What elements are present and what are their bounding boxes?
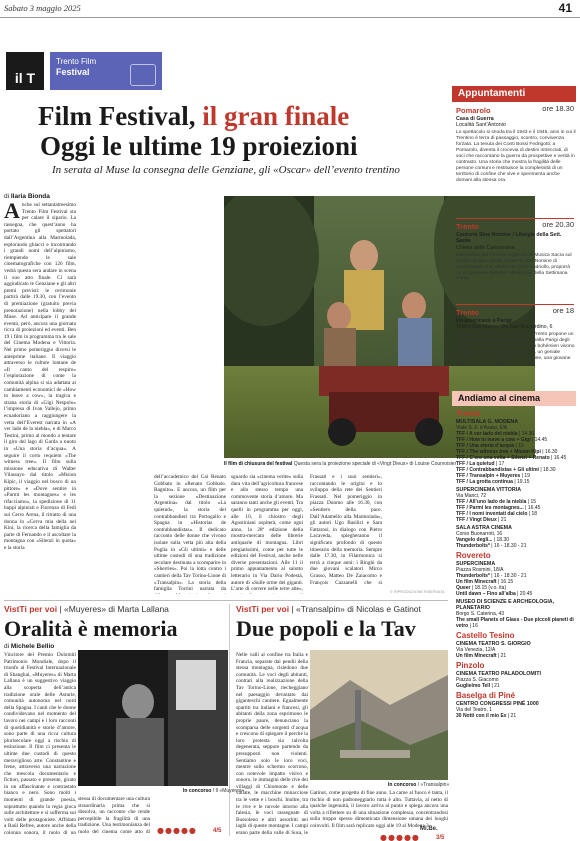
film-title: TFF / All’uno lado de la niebla — [456, 499, 527, 505]
review-right-kicker — [236, 604, 421, 614]
event-place: Pomarolo — [456, 106, 491, 115]
review-right-column-1: Nelle valli al confine tra Italia e Francia, separate dai pendii della stessa montagna, risiedono due comunità. Le voci degli abitanti, contrari alla realizzazione della Tav Torino-Lione, riecheggiano nel paesaggio devastato dai giganteschi cantiere. Egualmente spartiti tra italiani e francesi, gli abitanti della zona esprimono le proprie paure, denunciano la scomparsa delle sorgenti d’acqua e crescono di spiegare il perché la loro protesta sia talvolta degenerata, seppure partendo da presupposti non violenti. Sentiamo solo le loro voci, mentre sullo schermo scorrono, con notevole impatto visivo e sonoro, le immagini delle rive dei villaggi di Chiomonte e delle vallate, le macchine minacciose tra le vette e i boschi. Inoltre, tra le rive e le nuvole intorno alla falesia, le voci rassegnate di Bussoleno e altri assorbiti nei laghi di queste montagne. I campi erano parte della valle di Susa, le — [236, 652, 308, 837]
film-time: | 16.30 — [540, 449, 558, 455]
review-left-column-1: Vincitore del Premio Dolomiti Patrimonio Mondiale, dopo il trionfo al Festival Internazionale di Shanghai, «Muyeres» di Marta Lallana è un suggestivo viaggio alla scoperta dell’antica tradizione orale delle Asturie, comunità autonoma nel nord della Spagna. I canti che le donne condividevano nel momento del lavoro nei campi e i loro racconti di quotidianità e storie d’amore, sono parte di una ricca cultura plurisecolare oggi a rischio di estinzione. Il film ci presenta le ultime due custodi di questo meraviglioso arte. Constantine e Irene, attraverso una narrazione che mescola documentario e fiction, passato e presente, girato in un affascinante e contrastato bianco e nero. Sono molti i momenti di grande poesia, soprattutto quando la regia gioca sulle architetture e si sofferma sui volti delle protagoniste. Affidato a Raúl Refree, autore anche della colonna sonora, il ruolo di un — [4, 652, 76, 837]
film-time: | 15 — [514, 443, 524, 449]
film-title: TFF / Una storia d’acqua — [456, 443, 515, 449]
review-right-caption-label: In concorso — [388, 782, 417, 788]
film-title: 30 Notti con il mio Ex — [456, 713, 507, 719]
film-title: Thunderbolts* — [456, 573, 490, 579]
cinema-address: Corso Buonarroti, 16 — [456, 531, 503, 537]
review-right-kicker-film: | «Transalpin» di Nicolas e Gatinot — [289, 604, 421, 614]
event-trento-americano — [456, 308, 576, 388]
event-description: La Fondazione Haydn di Bolzano e Trento propone un concerto interattivo, ovvero un tuffo nella Parigi degli anni 20. Lì, in un affascinante mondo bohémien vivono tre giovani artisti: un pittore di strada, un geniale musicista e un cantante di teatro. Infine, una giovane francese che tutti vorrebbero per sé. — [456, 332, 575, 367]
film-time: | 21 — [506, 713, 517, 719]
review-right-column-2: Gatinot, come progetto di fine anno. La carne al fuoco è tanta, il rischio di non padroneggiarlo tutta è alto. Tuttavia, al netto di qualche ingenuità, il lavoro arriva al punto e spiega ancora una volta a riflettere su di una situazione complessa, concentrandosi sulla troppo spesso dimenticata dimensione umana dei luoghi coinvolti. Il film sarà replicato oggi alle 19 al Modena 3. — [310, 790, 448, 828]
cinema-film — [456, 543, 576, 549]
film-time: | 19.15 — [512, 479, 530, 485]
cinema-film — [456, 683, 576, 689]
newspaper-logo: il T — [6, 52, 44, 90]
page-header — [0, 0, 580, 18]
article-column-2: dell’accademico del Cai Renato Gobbato in «Renato Gobbato. Ragnito». E ancora, un film per la sezione «Destinazione Argentina» dal titolo «La quietud», la storia del contrabbandieri tra Portogallo e Spagna in «Historias de contrabbandistas». Il dedicato racconto delle donne che vivono isolate sulla vetta più alta della Puglia in «Gli ultimi» e delle ultime custodi di una tradizione secolare destinata a scomparire in «Sherries». Poi la lotta contro i cantieri della Tav Torino-Lione di «Transalpin». La storia della famiglia Torrini narrata da — [154, 474, 226, 593]
article-subhead: In serata al Muse la consegna delle Genziane, gli «Oscar» dell’evento trentino — [52, 164, 400, 176]
event-title: Un americano a Parigi — [456, 318, 512, 324]
cinema-entry — [456, 599, 576, 629]
event-description: Lo spettacolo si snoda tra il 1943 e il 1945, anni in cui il Trentino è terra di passaggio, scontro, convivenza forzata. La tenuta dei Conti Bossi Fedrigotti, a Pomarolo, diventa il crocevia di destini intrecciati, di voci che raccontano la guerra da prospettive e verità in contrasto. Una storia che mostra la fragilità delle persone comuni e restituisce la complessità di un territorio di confine che vive e sperimenta anche domani alla stessa ora. — [456, 130, 576, 183]
film-title: TFF / Parmi les montagnes... — [456, 505, 524, 511]
review-left-kicker — [4, 604, 169, 614]
event-title: Casa di Guerra — [456, 116, 494, 122]
film-time: | 16 - 18.30 - 21 — [489, 573, 527, 579]
cinema-film — [456, 517, 576, 523]
review-left-headline: Oralità è memoria — [4, 616, 178, 641]
film-title: TFF / Contrabbandistas + Gli ultimi — [456, 467, 539, 473]
cinema-entry — [456, 409, 576, 485]
cinema-address: Piazza S. Giacomo — [456, 677, 499, 683]
review-left-byline-prefix: di — [4, 643, 11, 650]
main-photo-caption — [224, 461, 456, 467]
review-left-rating-dots: ●●●●● — [157, 826, 197, 835]
review-left-score: 4/5 — [213, 828, 222, 834]
film-time: | 14.45 — [530, 437, 548, 443]
review-left-byline — [4, 643, 54, 650]
cinema-entry — [456, 551, 576, 597]
cinema-address: Piazza Rosmini, 18/A — [456, 567, 504, 573]
event-location: Teatro San Marco, Via San Bernardino, 6 — [456, 324, 553, 331]
film-time: | 21 — [496, 517, 507, 523]
cinema-film — [456, 479, 576, 485]
film-title: Until dawn – Fino all’alba — [456, 591, 516, 597]
headline-black: Film Festival, — [38, 101, 203, 131]
review-right-kicker-label: VistTi per voi — [236, 604, 290, 614]
article-col1-text: nche sul settantatreesimo Trento Film Festival sta per calare il sipario. La rassegna, che quest’anno ha portato gli spettatori dall’Argentina alla Marmolada, esplorando ghiacci e incontrando i grandi nomi dell’alpinismo, riempiendo le sale cinematografiche con 126 film, vedrà questa sera andare in scena il suo atto finale. Ci sarà aggiudicato le Genziane e gli altri premi previsti: le cerimonie partirà dalle 19.30, con l’evento di premiazione (gratuito previa prenotazione) nella lobby del Muse. Ad anticipare il grande evento, però, ancora una giornata ricca di proiezioni ed eventi. Ben 19 i film in programma tra le sale del Cinema Modena e Vittoria. Nel primo pomeriggio diversi le anteprime italiane. Il viaggio attraverso le culture lontane de «Il canto del respiro» l’esplorazione di come la comunità alpina si sia adattata ai cambiamenti economici de «How to leave a cow», la tragica e strana storia di «Gigi Nespolo» l’impresa di Ivan Vallejo, primo ecuadoriano a raggiungere la vetta dell’Everest narrata in «A ver lado de la niebla», e di Marco Testini, primo al mondo a tentare il giro del lago di Garda a nuoto in «Una storia d’acqua». A seguire il corto requiem «The witness tree». Il film sulla missione educativa di Walter Vilassayo dal titolo «Mision Kipic, il viaggio nel bosco di un pittore» e «Dove sentire in «Parmi les montagnes» e les rifacciamo», la spedizione di 11 huppi alpinisti e Fiorenzo di Fedi sul Cerro Arena, il ritratto di una donna in «Cerva mia della nei Kini, la ricerca della famiglia da parte di Fernando e il ascoltare la montagna con «Silenzi in quota» e la storia — [4, 202, 76, 551]
film-title: TFF / The witness tree + Mision Kipi — [456, 449, 541, 455]
film-time: | 15 — [526, 499, 537, 505]
cinema-venue: CINEMA TEATRO S. GIORGIO — [456, 641, 531, 647]
cinema-entry — [456, 487, 576, 523]
article-column-3: sguardo sia «cinema verite» sulla dura vita dell’agricoltura francese e allo stesso tempo una commovente storia d’amore. Ma saranno tanti anche gli eventi. Tra quelli in programma per oggi, alle 10, il chiostro degli Agostiniani ospiterà, come ogni anno, la 28ª edizione della mostra-mercato delle librerie antiquarie di montagna. Libri pregiatissimi, come per tutte le edizioni del Festival, anche nelle diverse presentazioni. Alle 11 il primo appuntamento al salotto letterario in Via Dario Podestà, autore di «Sulle orme dei giganti. L’arte di correre nelle terre alte», — [231, 474, 303, 593]
banner-line-1: Trento Film — [56, 57, 97, 66]
film-time: | 16.45 — [523, 505, 541, 511]
cinema-venue: CINEMA TEATRO PALADOLOMITI — [456, 671, 541, 677]
article-column-1 — [4, 202, 76, 590]
film-title: Thunderbolts* — [456, 543, 490, 549]
festival-emblem-icon — [130, 64, 156, 86]
cinema-film — [456, 617, 576, 629]
review-left-column-2: stessa di documentare una cultura straordinaria prima che si dissolva, un racconto che rende percepibile la fragilità di una tradizione. Una testimonianza del ruolo del cinema come atto di — [78, 796, 150, 835]
film-title: Un film Minecraft — [456, 653, 497, 659]
event-pomarolo — [456, 106, 576, 214]
column-divider — [229, 604, 230, 836]
film-time: | 17 — [494, 461, 505, 467]
cinema-film — [456, 591, 576, 597]
film-title: Un film Minecraft — [456, 579, 497, 585]
event-trento-cantoria — [456, 222, 576, 300]
drop-cap: A — [4, 202, 20, 223]
film-time: | 18.30 — [538, 467, 556, 473]
event-title: Cantoria Sine Nomine / Liturgie della Sett. Santa — [456, 232, 562, 245]
film-title: TFF / La grotta continua — [456, 479, 513, 485]
film-title: The small Planets of Glass - Due piccoli pianeti di vetro — [456, 617, 574, 629]
film-title: Guglielmo Tell — [456, 683, 491, 689]
event-location: Chiesa delle Canossiane — [456, 244, 515, 251]
article-column-1b — [79, 202, 151, 590]
transalpin-still-image — [310, 650, 448, 780]
review-right-signature: Mi.Be. — [420, 826, 438, 832]
cinema-city: Rovereto — [456, 551, 491, 560]
film-time: | 16.45 — [549, 455, 567, 461]
cinema-venue: MULTISALA G. MODENA — [456, 419, 519, 425]
cinema-film — [456, 653, 576, 659]
event-time: ore 18 — [552, 308, 574, 315]
film-time: | 16.15 — [496, 579, 514, 585]
event-time: ore 18.30 — [542, 106, 574, 113]
review-left-caption — [183, 788, 244, 794]
article-headline-2: Oggi le ultime 19 proiezioni — [40, 131, 358, 161]
muyeres-still-image — [78, 650, 228, 786]
cinema-city: Castello Tesino — [456, 631, 515, 640]
film-title: TFF / A ver lado del niebla — [456, 431, 518, 437]
cinema-address: Via del Teatro, 1 — [456, 707, 492, 713]
sidebar-divider — [456, 218, 574, 219]
review-left-caption-label: In concorso — [183, 788, 212, 794]
cinema-city: Trento — [456, 409, 481, 418]
article-byline — [4, 193, 50, 200]
festival-banner — [50, 52, 162, 90]
review-left-photo — [78, 650, 228, 786]
sidebar-divider — [456, 304, 574, 305]
film-title: Vangelo degli... — [456, 537, 493, 543]
cinema-city: Baselga di Piné — [456, 691, 516, 700]
film-title: TFF / Vingt Dieux — [456, 517, 497, 523]
film-time: | 16 — [468, 623, 478, 629]
cinema-address: Via Manci, 72 — [456, 493, 487, 499]
event-place: Trento — [456, 222, 479, 231]
review-left-kicker-label: VistTi per voi — [4, 604, 58, 614]
film-time: | 16 - 18.30 - 21 — [489, 543, 527, 549]
film-title: TFF / Transalpin + Muyeres — [456, 473, 521, 479]
review-left-byline-author: Michele Bellio — [10, 643, 55, 650]
copyright-note: © RIPRODUZIONE RISERVATA — [390, 590, 445, 594]
cinema-venue: SUPERCINEMA VITTORIA — [456, 487, 522, 493]
film-title: TFF / How to leave a cow + Gigi — [456, 437, 531, 443]
cinema-address: Borgo S. Caterina, 43 — [456, 611, 505, 617]
byline-prefix: di — [4, 193, 11, 200]
caption-title: Il film di chiusura del festival — [224, 461, 293, 467]
film-time: | 18.30 — [492, 537, 509, 543]
film-time: | 18 — [527, 511, 538, 517]
page-number: 41 — [558, 1, 572, 15]
review-right-rating-dots: ●●●●● — [380, 833, 420, 841]
byline-author: Ilaria Bionda — [10, 193, 50, 200]
review-right-headline: Due popoli e la Tav — [236, 616, 416, 641]
cinema-venue: CENTRO CONGRESSI PINÉ 1000 — [456, 701, 539, 707]
film-time: | 19 — [520, 473, 530, 479]
film-time: | 18.15 (v.o. ita) — [470, 585, 507, 591]
film-title: TFF / C’ero una volta + Silenzi + Renato — [456, 455, 550, 461]
cinema-city: Pinzolo — [456, 661, 485, 670]
article-headline — [38, 101, 368, 131]
cinema-venue: SALA ASTRA CINEMA — [456, 525, 512, 531]
review-left-caption-text: / Il «Muyeres» — [211, 788, 245, 794]
review-right-caption-text: / «Transalpin» — [416, 782, 450, 788]
banner-line-2: Festival — [56, 67, 90, 77]
cinema-section-title: Andiamo al cinema — [452, 391, 576, 406]
cinema-listings — [456, 409, 576, 839]
cinema-address: Via Venezia, 12/A — [456, 647, 496, 653]
film-time: | 20.45 — [515, 591, 533, 597]
issue-date: Sabato 3 maggio 2025 — [4, 3, 81, 13]
event-place: Trento — [456, 308, 479, 317]
cinema-entry — [456, 631, 576, 659]
section-divider — [4, 600, 448, 601]
film-time: | 21 — [490, 683, 500, 689]
film-title: TFF / La quietud — [456, 461, 495, 467]
review-left-kicker-film: | «Muyeres» di Marta Lallana — [57, 604, 169, 614]
film-title: Queer — [456, 585, 471, 591]
film-time: | 21 — [496, 653, 507, 659]
cinema-film — [456, 713, 576, 719]
cinema-entry — [456, 661, 576, 689]
cinema-venue: MUSEO DI SCIENZE E ARCHEOLOGIA, PLANETARIO — [456, 599, 555, 611]
cinema-address: Viale S. F. d’Assisi, 6/A — [456, 425, 508, 431]
sidebar-title: Appuntamenti — [452, 86, 576, 102]
cinema-venue: SUPERCINEMA — [456, 561, 496, 567]
caption-text: Questa sera la proiezione speciale di «Vingt Dieux» di Louise Courvoisier — [292, 461, 457, 467]
review-right-photo — [310, 650, 448, 780]
headline-red: il gran finale — [202, 101, 350, 131]
cinema-entry — [456, 525, 576, 549]
review-right-caption — [388, 782, 449, 788]
review-right-score: 3/5 — [436, 835, 445, 841]
event-description: Nell’ambito del Festival regionale di Musica Sacra sul pulito il gruppo corale Cantoria Sine Nomine di Castelnuovo che, diretto da Carlo Andriollo, proporrà un programma dedicato alle liturgie della Settimana Santa. — [456, 252, 572, 282]
event-location: Località Sant’Antonio — [456, 122, 506, 129]
film-title: TFF / I nomi inventati dal cielo — [456, 511, 528, 517]
event-time: ore 20.30 — [542, 222, 574, 229]
film-time: | 14.30 — [517, 431, 535, 437]
article-column-4: Frassati e i suoi sentieri», raccontando le origini e lo sviluppo della rete dei Sentieri Frassati. Nel pomeriggio in piazza Duomo alle 16.30, con «Sentiero della pace. Dall’Adamello alla Marmolada», gli autori Ugo Basilici e Sara Fattarosi, in dialogo con Pietro Lacaveda, spiegheranno il significato profondo di questo itinerario della memoria. Sempre dalle 17.30, in Filarmonica si terrà a cinque anni: i Ringhi da due giovani scalatori Mirco Grasso, Matteo De Zaiacomo e François Cazzanelli che si — [310, 474, 382, 586]
cinema-entry — [456, 691, 576, 719]
